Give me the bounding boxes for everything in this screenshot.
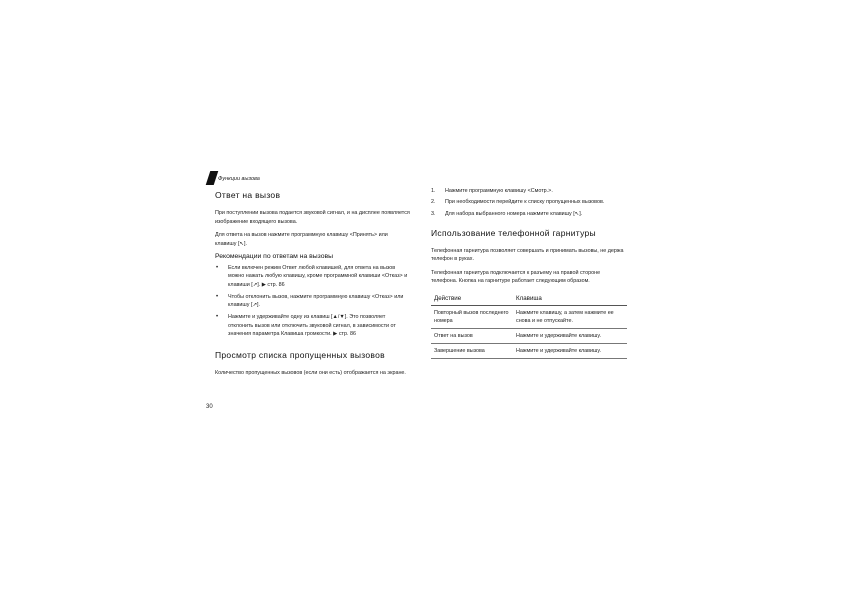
table-cell-action: Повторный вызов последнего номера xyxy=(431,305,513,328)
table-cell-action: Ответ на вызов xyxy=(431,328,513,343)
headset-paragraph-1: Телефонная гарнитура позволяет совершать и принимать вызовы, не держа телефон в руках. xyxy=(431,247,624,263)
right-column xyxy=(431,187,627,359)
step-text: При необходимости перейдите к списку пропущенных вызовов. xyxy=(445,199,605,206)
headset-heading: Использование телефонной гарнитуры xyxy=(431,227,596,238)
answer-call-paragraph-2: Для ответа на вызов нажмите программную клавишу <Принять> или клавишу [↖]. xyxy=(215,232,388,247)
missed-calls-paragraph: Количество пропущенных вызовов (если они есть) отображается на экране. xyxy=(215,370,406,377)
step-number: 2. xyxy=(431,199,436,206)
headset-paragraph-2: Телефонная гарнитура подключается к разъему на правой стороне телефона. Кнопка на гарнитуре работает следующим образом. xyxy=(431,269,601,285)
tips-list xyxy=(215,264,410,338)
page-number: 30 xyxy=(206,404,213,410)
table-header-action: Действие xyxy=(431,292,513,306)
table-header-key: Клавиша xyxy=(513,292,627,306)
headset-button-table xyxy=(431,292,627,359)
missed-calls-steps xyxy=(431,187,627,218)
step-item xyxy=(431,198,627,206)
tip-item: • Нажмите и удерживайте одну из клавиш [▲/▼]. Это позволяет отклонить вызов или отключить звуковой сигнал, в зависимости от значения параметра Клавиша громкости. ▶ стр. 86 xyxy=(215,313,410,338)
step-number: 1. xyxy=(431,188,436,194)
missed-calls-heading: Просмотр списка пропущенных вызовов xyxy=(215,350,385,361)
step-number: 3. xyxy=(431,210,436,217)
answer-call-paragraph-1: При поступлении вызова подается звуковой сигнал, и на дисплее появляется изображение входящего вызова. xyxy=(215,210,410,225)
section-marker xyxy=(206,171,219,185)
table-cell-key: Нажмите клавишу, а затем нажмите ее снова и не отпускайте. xyxy=(513,305,627,328)
tip-item: • Чтобы отклонить вызов, нажмите программную клавишу <Отказ> или клавишу [↗]. xyxy=(215,293,410,310)
step-text: Нажмите программную клавишу <Смотр.>. xyxy=(445,188,553,194)
tips-heading: Рекомендации по ответам на вызовы xyxy=(215,253,333,260)
table-cell-key: Нажмите и удерживайте клавишу. xyxy=(513,328,627,343)
step-item xyxy=(431,187,627,195)
step-item xyxy=(431,210,627,218)
left-column xyxy=(215,190,410,383)
section-title: Функции вызова xyxy=(218,176,260,182)
answer-call-heading: Ответ на вызов xyxy=(215,190,281,200)
table-header-row xyxy=(431,292,627,306)
table-row xyxy=(431,328,627,343)
tip-item: • Если включен режим Ответ любой клавишей, для ответа на вызов можно нажать любую клавишу, кроме программной клавиши <Отказ> и клавиши [↗]. ▶ стр. 86 xyxy=(215,264,410,289)
step-text: Для набора выбранного номера нажмите клавишу [↖]. xyxy=(445,210,583,217)
table-cell-action: Завершение вызова xyxy=(431,343,513,358)
table-cell-key: Нажмите и удерживайте клавишу. xyxy=(513,343,627,358)
table-row xyxy=(431,305,627,328)
table-row xyxy=(431,343,627,358)
